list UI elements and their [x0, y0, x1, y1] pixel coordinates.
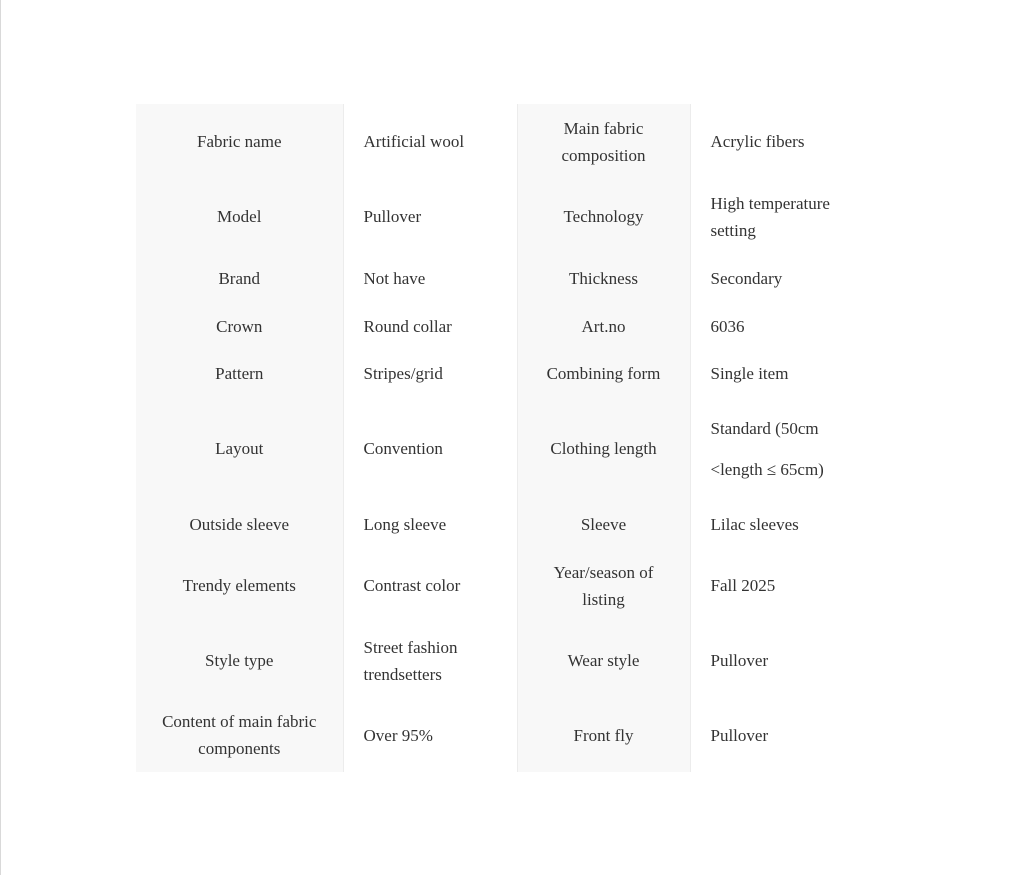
- spec-key: Combining form: [517, 350, 690, 397]
- spec-value: Lilac sleeves: [710, 514, 799, 534]
- spec-value: Pullover: [710, 725, 769, 745]
- table-row: [136, 302, 864, 350]
- spec-value: Contrast color: [343, 548, 517, 623]
- spec-key: Layout: [136, 397, 343, 500]
- spec-value: Stripes/grid: [343, 350, 517, 397]
- table-row: [136, 500, 864, 548]
- spec-key: Clothing length: [517, 397, 690, 500]
- page-left-border: [0, 0, 1, 875]
- spec-key: Outside sleeve: [136, 500, 343, 548]
- spec-key: Main fabric composition: [517, 104, 690, 179]
- spec-value: 6036: [710, 316, 745, 336]
- spec-value: Not have: [343, 254, 517, 302]
- spec-key: Pattern: [136, 350, 343, 397]
- spec-value: Pullover: [710, 651, 769, 670]
- spec-key: Year/season of listing: [517, 548, 690, 623]
- table-row: [136, 698, 864, 772]
- spec-key: Wear style: [517, 623, 690, 698]
- spec-key: Trendy elements: [136, 548, 343, 623]
- spec-value: Secondary: [710, 268, 783, 288]
- spec-key: Thickness: [517, 254, 690, 302]
- table-row: [136, 104, 864, 179]
- spec-value: Fall 2025: [710, 576, 776, 595]
- spec-key: Brand: [136, 254, 343, 302]
- spec-value: Standard (50cm <length ≤ 65cm): [710, 418, 824, 479]
- spec-value: Street fashion trendsetters: [343, 623, 517, 698]
- table-row: [136, 397, 864, 500]
- spec-value: Single item: [710, 364, 789, 383]
- spec-value: Artificial wool: [343, 104, 517, 179]
- spec-value: Convention: [343, 397, 517, 500]
- spec-value: Round collar: [343, 302, 517, 350]
- table-row: [136, 350, 864, 397]
- spec-key: Model: [136, 179, 343, 254]
- table-row: [136, 179, 864, 254]
- spec-value: Over 95%: [343, 698, 517, 772]
- spec-key: Crown: [136, 302, 343, 350]
- spec-value: Acrylic fibers: [710, 132, 805, 151]
- product-spec-table: [136, 104, 864, 772]
- spec-value: Pullover: [343, 179, 517, 254]
- spec-key: Style type: [136, 623, 343, 698]
- spec-key: Sleeve: [517, 500, 690, 548]
- table-row: [136, 548, 864, 623]
- spec-key: Art.no: [517, 302, 690, 350]
- spec-value: Long sleeve: [343, 500, 517, 548]
- spec-key: Fabric name: [136, 104, 343, 179]
- spec-value: High temperature setting: [710, 193, 830, 240]
- table-row: [136, 254, 864, 302]
- table-row: [136, 623, 864, 698]
- spec-key: Content of main fabric components: [136, 698, 343, 772]
- spec-key: Front fly: [517, 698, 690, 772]
- spec-key: Technology: [517, 179, 690, 254]
